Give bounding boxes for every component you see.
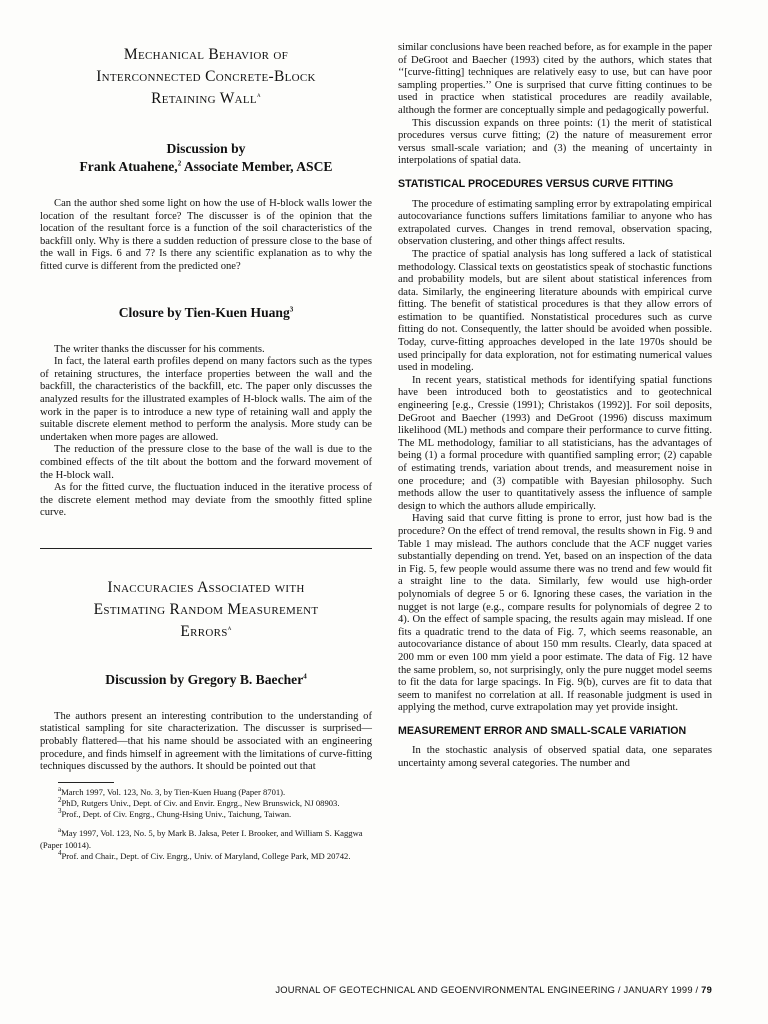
- article-title-2-text: Inaccuracies Associated with Estimating Random Measurement Errors: [93, 578, 319, 640]
- article-title-2: [40, 577, 372, 643]
- intro-paragraph: similar conclusions have been reached before, as for example in the paper of DeGroot and Baecher (1993) cited by the authors, which states that ‘‘[curve-fitting] techniques are relatively easy to use, but can have poor sampling properties.’’ One is surprised that curve fitting continues to be used in practice when statistical procedures are readily available, although the former are conceptually simple and pedagogically powerful.: [398, 42, 712, 116]
- article-title-1: [40, 44, 372, 110]
- footnote-rule: [58, 782, 114, 783]
- closure-heading-text: Closure by Tien-Kuen Huang: [118, 304, 290, 320]
- footnote-mark: a: [58, 826, 62, 835]
- title-2-footnote-mark: a: [227, 623, 232, 632]
- journal-name: JOURNAL OF GEOTECHNICAL AND GEOENVIRONMENTAL ENGINEERING / JANUARY 1999 /: [275, 984, 702, 995]
- footnote: [40, 809, 372, 820]
- right-column: [398, 42, 712, 771]
- footnote-mark: 2: [58, 796, 62, 805]
- footnote-text: Prof., Dept. of Civ. Engrg., Chung-Hsing Univ., Taichung, Taiwan.: [61, 809, 292, 820]
- section-heading-statistical-procedures: STATISTICAL PROCEDURES VERSUS CURVE FITTING: [398, 177, 674, 190]
- footnote-mark: 4: [58, 849, 62, 857]
- discussion-1-author-affiliation: Associate Member, ASCE: [181, 159, 333, 174]
- footnote: [40, 784, 372, 798]
- footnote-text: March 1997, Vol. 123, No. 3, by Tien-Kuen Huang (Paper 8701).: [61, 786, 286, 797]
- closure-paragraph: The reduction of the pressure close to the base of the wall is due to the combined effects of the tilt about the bottom and the forward movement of the H-block wall.: [40, 444, 372, 481]
- discussion-2-footnote-mark: 4: [303, 672, 307, 681]
- footnote: [40, 828, 372, 850]
- section-heading-measurement-error: MEASUREMENT ERROR AND SMALL-SCALE VARIATION: [398, 724, 687, 737]
- section-1-paragraph: In recent years, statistical methods for identifying spatial functions have been introduced both to geostatistics and to geotechnical engineering [e.g., Cressie (1991); Christakos (1992)]. For soil deposits, DeGroot and Baecher (1993) and DeGroot (1996) discuss maximum likelihood (ML) methods and compare their performance to curve fitting. The ML methodology, familiar to all statisticians, has the advantages of being (1) a formal procedure with quantified sampling error; (2) capable of estimating trends, variation about trends, and measurement noise in one procedure; and (3) compatible with Bayesian philosophy. Such methods allow the user to quantitatively assess the influence of sample design to which the authors allude empirically.: [398, 374, 712, 512]
- author-1-footnote-mark: 2: [177, 159, 182, 168]
- footnote-mark: a: [58, 784, 62, 793]
- footnote-text: Prof. and Chair., Dept. of Civ. Engrg., Univ. of Maryland, College Park, MD 20742.: [61, 850, 351, 861]
- section-2-paragraph: In the stochastic analysis of observed spatial data, one separates uncertainty among several categories. The number and: [398, 745, 712, 770]
- page-footer: [40, 984, 712, 995]
- footnote-text: PhD, Rutgers Univ., Dept. of Civ. and Envir. Engrg., New Brunswick, NJ 08903.: [61, 798, 340, 809]
- footnote-text: May 1997, Vol. 123, No. 5, by Mark B. Jaksa, Peter I. Brooker, and William S. Kaggwa (Paper 10014).: [40, 828, 363, 850]
- intro-paragraph: This discussion expands on three points: (1) the merit of statistical procedures versus curve fitting; (2) the nature of measurement error versus small-scale variation; and (3) the meaning of uncertainty in interpolations of spatial data.: [398, 117, 712, 167]
- discussion-2-text: The authors present an interesting contribution to the understanding of statistical sampling for site characterization. The discusser is surprised—probably flattered—that his name should be associated with an engineering procedure, and finds himself in agreement with the limitations of curve-fitting techniques discussed by the authors. It should be pointed out that: [40, 710, 372, 773]
- discussion-1-heading: Discussion by: [166, 141, 246, 156]
- section-1-paragraph: The practice of spatial analysis has long suffered a lack of statistical methodology. Classical texts on geostatistics speak of stochastic functions and probability models, but are silent about statistical inferences from data. Similarly, the engineering literature abounds with empirical curve fitting. The benefit of statistical procedures is that they allow errors of estimation to be quantified. Nonstatistical procedures such as curve fitting do not. Consequently, the latter should be avoided when possible. Today, curve-fitting approaches developed in the late 1970s should be used principally for data exploration, not for estimating numerical values used in modeling.: [398, 248, 712, 374]
- discussion-1-text: Can the author shed some light on how the use of H-block walls lower the location of the resultant force? The discusser is of the opinion that the location of the resultant force is a function of the soil characteristics of the backfill only. Why is there a sudden reduction of pressure close to the base of the wall in Figs. 6 and 7? Is there any scientific explanation as to why the fitted curve is different from the predicted one?: [40, 198, 372, 272]
- article-title-1-text: Mechanical Behavior of Interconnected Concrete-Block Retaining Wall: [96, 46, 316, 107]
- footnotes-group-1: [40, 784, 372, 821]
- discussion-1-author-name: Frank Atuahene,: [79, 159, 178, 174]
- footnote: [40, 851, 372, 862]
- closure-paragraph: In fact, the lateral earth profiles depend on many factors such as the types of retaining structures, the interface properties between the wall and the backfill, the characteristics of the backfill, etc. The paper only discusses the analyzed results for the illustrated examples of H-block walls. The aim of the work in the paper is to introduce a new type of retaining wall and apply the suitable discrete element method to perform the analysis. More study can be undertaken when more pages are allowed.: [40, 356, 372, 443]
- page-number: 79: [701, 984, 712, 995]
- closure-paragraph: The writer thanks the discusser for his comments.: [54, 343, 265, 355]
- discussion-2-heading: [40, 671, 372, 689]
- closure-heading: [40, 304, 372, 322]
- title-1-footnote-mark: a: [256, 90, 261, 99]
- left-column: [40, 44, 372, 862]
- section-1-paragraph: The procedure of estimating sampling error by extrapolating empirical autocovariance functions suffers limitations familiar to anyone who has extrapolated curves. Changes in trend removal, observation spacing, observation clustering, and other things affect results.: [398, 198, 712, 248]
- discussion-1-author: [40, 158, 372, 176]
- footnotes-group-2: [40, 828, 372, 862]
- section-1-paragraph: Having said that curve fitting is prone to error, just how bad is the procedure? On the effect of trend removal, the results shown in Fig. 9 and Table 1 may mislead. The authors conclude that the ACF nugget varies substantially depending on trend. Yet, based on an inspection of the data in Fig. 5, few people would assume there was no trend and few would fit a straight line to the data. Similarly, few would use high-order polynomials of degree 5 or 6. Ignoring these cases, the variation in the nugget is not large (e.g., compare results for polynomials of degree 2 to 4). On the effect of sample spacing, the results again may mislead. If one fits a quadratic trend to the data of Fig. 7, which seems reasonable, an autocovariance distance of about 150 mm results. Clearly, data spaced at 200 mm or even 100 mm yield a poor estimate. The data of Fig. 12 have the same problem, so, not surprisingly, only the pure nugget model seems to fit the data for large spacings. In Fig. 9(b), curves are fit to data that seem to manifest no correlation at all. If reasonable judgment is used in applying the method, curve extrapolation may yet provide insight.: [398, 513, 712, 714]
- closure-paragraph: As for the fitted curve, the fluctuation induced in the iterative process of the discrete element method may deviate from the smoothly fitted spline curve.: [40, 482, 372, 519]
- closure-footnote-mark: 3: [289, 305, 294, 314]
- footnote-mark: 3: [58, 807, 62, 816]
- discussion-2-heading-text: Discussion by Gregory B. Baecher: [105, 671, 304, 687]
- footnote: [40, 798, 372, 809]
